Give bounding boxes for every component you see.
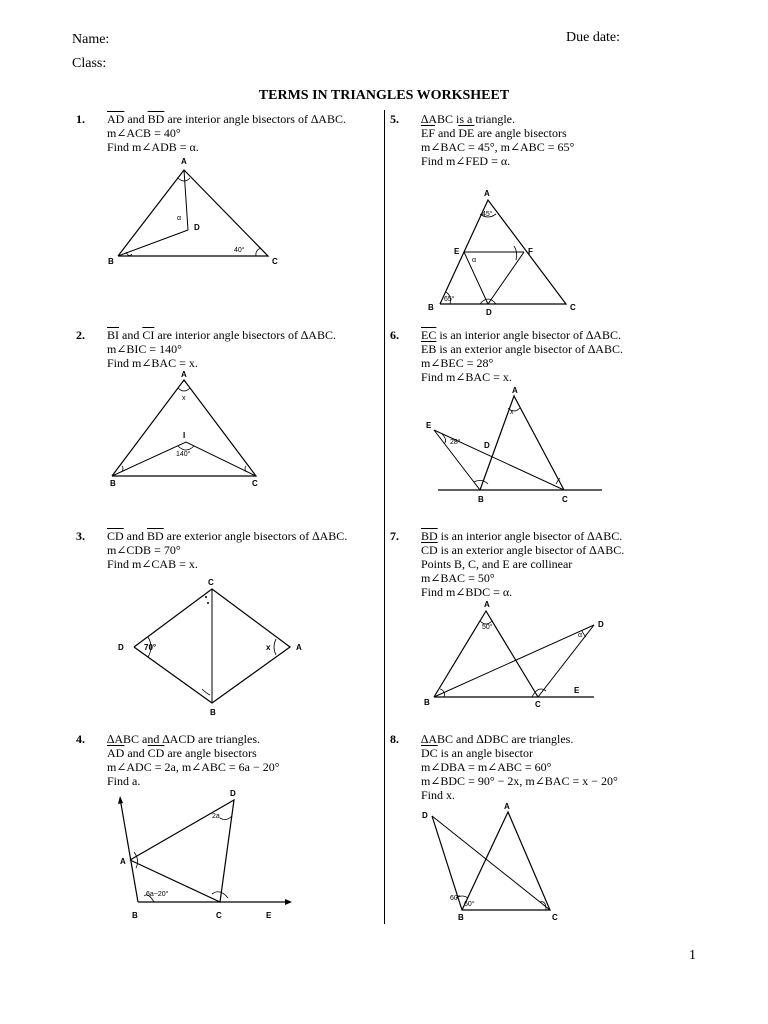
- angle-i-label: 140°: [176, 451, 191, 458]
- segment-label: $\overline{AD}$: [107, 112, 125, 126]
- given-text: m∠BAC = 45°, m∠ABC = 65°: [421, 140, 575, 154]
- given-text: m∠BDC = 90° − 2x, m∠BAC = x − 20°: [421, 774, 618, 788]
- segment-label: $\overline{CD}$: [421, 543, 438, 557]
- vertex-a-label: A: [181, 370, 187, 379]
- angle-b-label: 65°: [444, 296, 455, 303]
- alpha-label: α: [578, 632, 583, 639]
- text: and: [124, 746, 148, 760]
- vertex-a-label: A: [120, 857, 126, 866]
- segment-label: $\overline{EB}$: [421, 342, 437, 356]
- point-e-label: E: [574, 686, 580, 695]
- vertex-c-label: C: [272, 257, 278, 266]
- problem-7: [390, 529, 690, 719]
- segment-label: $\overline{DE}$: [458, 126, 475, 140]
- point-e-label: E: [266, 911, 272, 920]
- problem-8: [390, 732, 710, 922]
- figure-5: [424, 188, 584, 319]
- x-label: x: [266, 643, 271, 652]
- segment-label: $\overline{CD}$: [147, 746, 165, 760]
- text: ∆ABC and ∆DBC are triangles.: [421, 732, 574, 746]
- angle-a-label: 50°: [482, 624, 493, 631]
- vertex-b-label: B: [110, 479, 116, 488]
- worksheet-title: TERMS IN TRIANGLES WORKSHEET: [258, 88, 510, 103]
- text: are interior angle bisectors of ∆ABC.: [154, 328, 336, 342]
- alpha-label: α: [472, 257, 477, 264]
- problem-2: [76, 328, 376, 518]
- text: are exterior angle bisectors of ∆ABC.: [163, 529, 348, 543]
- figure-6: [424, 386, 604, 507]
- angle-c-label: 40°: [234, 247, 245, 254]
- problem-number: 1.: [76, 112, 85, 126]
- problem-4: [76, 732, 376, 922]
- figure-8: [420, 802, 580, 925]
- vertex-c-label: C: [216, 911, 222, 920]
- problem-number: 5.: [390, 112, 399, 126]
- angle-e-label: 28°: [450, 439, 461, 446]
- vertex-a-label: A: [181, 157, 187, 166]
- given-text: m∠BIC = 140°: [107, 342, 182, 356]
- angle-dba-label: 60°: [450, 895, 461, 902]
- vertex-b-label: B: [108, 257, 114, 266]
- text: Points B, C, and E are collinear: [421, 557, 573, 571]
- figure-7: [422, 599, 612, 714]
- find-text: Find m∠FED = α.: [421, 154, 511, 168]
- text: and: [124, 112, 148, 126]
- segment-label: $\overline{DC}$: [421, 746, 438, 760]
- vertex-c-label: C: [552, 913, 558, 922]
- vertex-b-label: B: [428, 303, 434, 312]
- vertex-b-label: B: [424, 698, 430, 707]
- vertex-a-label: A: [504, 802, 510, 811]
- text: ∆ABC is a triangle.: [421, 112, 515, 126]
- vertex-a-label: A: [484, 189, 490, 198]
- vertex-d-label: D: [230, 789, 236, 798]
- class-label: Class:: [72, 56, 107, 71]
- figure-3: [114, 577, 314, 720]
- vertex-d-label: D: [118, 643, 124, 652]
- find-text: Find m∠BAC = x.: [421, 370, 512, 384]
- given-text: m∠DBA = m∠ABC = 60°: [421, 760, 552, 774]
- problem-number: 3.: [76, 529, 85, 543]
- problem-number: 2.: [76, 328, 85, 342]
- vertex-c-label: C: [208, 578, 214, 587]
- vertex-d-label: D: [422, 811, 428, 820]
- point-d-label: D: [598, 620, 604, 629]
- vertex-a-label: A: [512, 386, 518, 395]
- problem-3: [76, 529, 376, 719]
- vertex-e-label: E: [454, 247, 460, 256]
- text: and: [435, 126, 459, 140]
- vertex-e-label: E: [426, 421, 432, 430]
- text: ∆ABC and ∆ACD are triangles.: [107, 732, 260, 746]
- given-text: m∠ADC = 2a, m∠ABC = 6a − 20°: [107, 760, 280, 774]
- find-text: Find x.: [421, 788, 456, 802]
- x-label: x: [182, 395, 186, 402]
- given-text: m∠ACB = 40°: [107, 126, 181, 140]
- angle-a-label: 45°: [482, 211, 493, 218]
- vertex-b-label: B: [132, 911, 138, 920]
- vertex-a-label: A: [296, 643, 302, 652]
- given-text: m∠CDB = 70°: [107, 543, 181, 557]
- vertex-i-label: I: [183, 431, 186, 440]
- segment-label: $\overline{EC}$: [421, 328, 437, 342]
- find-text: Find a.: [107, 774, 141, 788]
- vertex-c-label: C: [562, 495, 568, 504]
- text: and: [123, 529, 147, 543]
- problem-number: 8.: [390, 732, 399, 746]
- segment-label: $\overline{BI}$: [107, 328, 119, 342]
- text: is an exterior angle bisector of ∆ABC.: [437, 543, 625, 557]
- angle-b-label: 6a−20°: [146, 891, 169, 898]
- figure-1: [106, 154, 286, 269]
- text: is an angle bisector: [437, 746, 533, 760]
- vertex-b-label: B: [458, 913, 464, 922]
- vertex-a-label: A: [484, 600, 490, 609]
- segment-label: $\overline{BD}$: [421, 529, 438, 543]
- alpha-label: α: [177, 215, 182, 222]
- problem-number: 6.: [390, 328, 399, 342]
- text: is an interior angle bisector of ∆ABC.: [436, 328, 621, 342]
- problem-6: [390, 328, 690, 518]
- angle-abc-label: 60°: [464, 901, 475, 908]
- page-number: 1: [689, 948, 696, 963]
- vertex-c-label: C: [252, 479, 258, 488]
- find-text: Find m∠BAC = x.: [107, 356, 198, 370]
- problem-5: [390, 112, 690, 322]
- x-label: x: [510, 409, 514, 416]
- text: and: [119, 328, 143, 342]
- due-date-label: Due date:: [566, 30, 621, 45]
- problem-number: 4.: [76, 732, 85, 746]
- segment-label: $\overline{CI}$: [142, 328, 155, 342]
- vertex-c-label: C: [570, 303, 576, 312]
- figure-4: [108, 788, 308, 925]
- segment-label: $\overline{CD}$: [107, 529, 124, 543]
- given-text: m∠BAC = 50°: [421, 571, 495, 585]
- segment-label: $\overline{BD}$: [147, 112, 165, 126]
- column-divider: [384, 110, 385, 924]
- vertex-d-label: D: [194, 223, 200, 232]
- point-d-label: D: [484, 441, 490, 450]
- vertex-c-label: C: [535, 700, 541, 709]
- figure-2: [106, 370, 266, 491]
- vertex-b-label: B: [210, 708, 216, 717]
- angle-d-label: 2a: [212, 813, 220, 820]
- name-label: Name:: [72, 32, 110, 47]
- text: are angle bisectors: [164, 746, 257, 760]
- text: is an interior angle bisector of ∆ABC.: [437, 529, 623, 543]
- angle-d-label: 70°: [144, 643, 157, 652]
- segment-label: $\overline{BD}$: [147, 529, 164, 543]
- segment-label: $\overline{EF}$: [421, 126, 436, 140]
- segment-label: $\overline{AD}$: [107, 746, 125, 760]
- vertex-d-label: D: [486, 308, 492, 316]
- text: are angle bisectors: [474, 126, 567, 140]
- find-text: Find m∠CAB = x.: [107, 557, 198, 571]
- given-text: m∠BEC = 28°: [421, 356, 494, 370]
- find-text: Find m∠BDC = α.: [421, 585, 513, 599]
- problem-1: [76, 112, 376, 322]
- problem-number: 7.: [390, 529, 399, 543]
- text: are interior angle bisectors of ∆ABC.: [164, 112, 346, 126]
- vertex-f-label: F: [528, 247, 533, 256]
- text: is an exterior angle bisector of ∆ABC.: [436, 342, 623, 356]
- find-text: Find m∠ADB = α.: [107, 140, 199, 154]
- vertex-b-label: B: [478, 495, 484, 504]
